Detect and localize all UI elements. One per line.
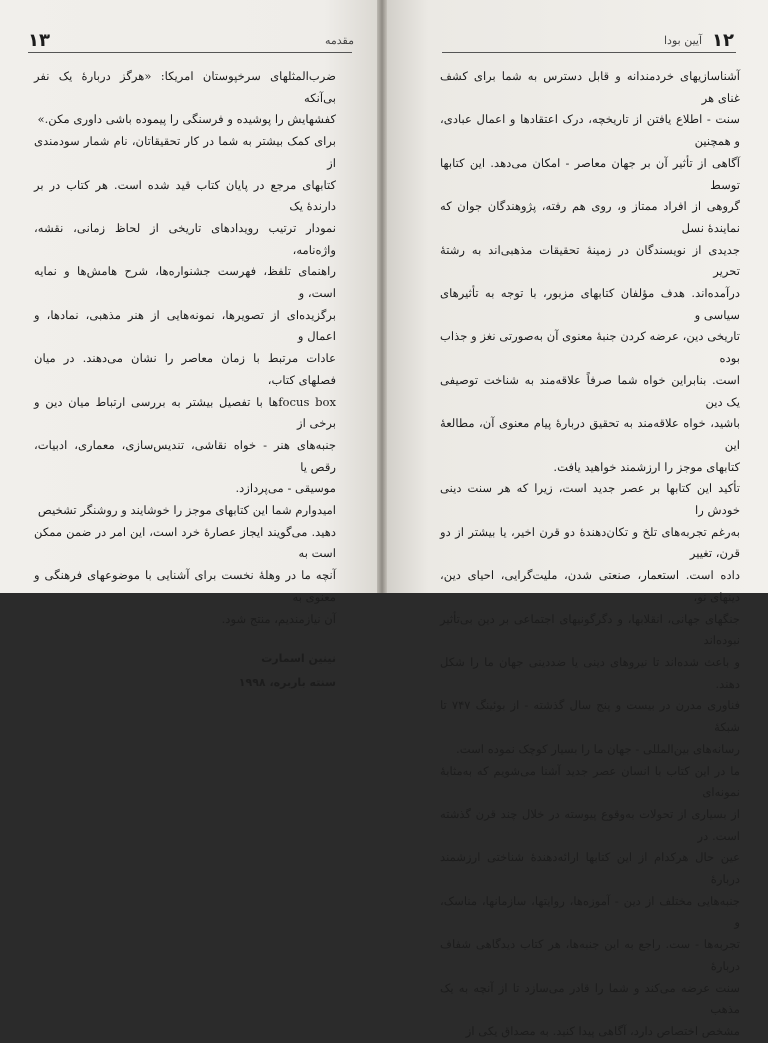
right-page-header bbox=[442, 28, 734, 52]
text-line: سنت - اطلاع یافتن از تاریخچه، درک اعتقادها و اعمال عبادی، و همچنین bbox=[440, 112, 740, 149]
text-line: سنت عرضه می‌کند و شما را قادر می‌سازد تا از آنچه به یک مذهب bbox=[440, 980, 740, 1017]
text-line: تأکید این کتابها بر عصر جدید است، زیرا که هر سنت دینی خودش را bbox=[440, 481, 740, 518]
text-line: مشخص اختصاص دارد، آگاهی پیدا کنید. به مصداق یکی از bbox=[465, 1023, 740, 1038]
text-line: داده است. استعمار، صنعتی شدن، ملیت‌گرایی، احیای دین، دینهای نو، bbox=[440, 568, 740, 604]
running-head: مقدمه bbox=[324, 33, 354, 47]
text-line: جدیدی از نویسندگان در زمینهٔ تحقیقات مذهبی‌اند به رشتهٔ تحریر bbox=[440, 242, 740, 279]
book-gutter bbox=[377, 0, 387, 593]
text-line: راهنمای تلفظ، فهرست جشنواره‌ها، شرح هامش‌ها و نمایه است، و bbox=[34, 264, 336, 301]
page-number: ۱۲ bbox=[712, 29, 734, 51]
left-page-body bbox=[34, 66, 336, 694]
text-line: focus boxها با تفصیل بیشتر به بررسی ارتباط میان دین و برخی از bbox=[34, 394, 337, 431]
text-line: امیدوارم شما این کتابهای موجز را خوشایند و روشنگر تشخیص bbox=[37, 503, 336, 518]
running-head: آیین بودا bbox=[664, 33, 703, 47]
text-line: کتابهای مرجع در پایان کتاب قید شده است. هر کتاب در بر دارندهٔ یک bbox=[34, 177, 336, 214]
text-line: کفشهایش را پوشیده و فرسنگی را پیموده باشی داوری مکن.» bbox=[37, 112, 336, 127]
left-page-header bbox=[28, 28, 354, 52]
text-line: درآمده‌اند. هدف مؤلفان کتابهای مزبور، با توجه به تأثیرهای سیاسی و bbox=[440, 286, 740, 322]
text-line: جنبه‌هایی مختلف از دین - آموزه‌ها، روایتها، سازمانها، مناسک، و bbox=[440, 893, 740, 930]
left-page bbox=[0, 0, 382, 689]
text-line: نمودار ترتیب رویدادهای تاریخی از لحاظ زمانی، نقشه، واژه‌نامه، bbox=[34, 220, 336, 257]
text-line: دهید. می‌گویند ایجاز عصارهٔ خرد است، این امر در ضمن ممکن است به bbox=[34, 524, 336, 561]
text-line: از بسیاری از تحولات به‌وقوع پیوسته در خلال چند قرن گذشته است. در bbox=[440, 806, 740, 843]
text-line: آشناسازیهای خردمندانه و قابل دسترس به شما برای کشف غنای هر bbox=[440, 69, 740, 105]
text-line: آن نیازمندیم، منتج شود. bbox=[221, 611, 336, 626]
text-line: به‌رغم تجربه‌های تلخ و تکان‌دهندهٔ دو قرن اخیر، یا بیشتر از دو قرن، تغییر bbox=[440, 524, 740, 561]
text-line: است. بنابراین خواه شما صرفاً علاقه‌مند به شناخت توصیفی یک دین bbox=[440, 372, 740, 409]
text-line: تاریخی دین، عرضه کردن جنبهٔ معنوی آن به‌صورتی نغز و جذاب بوده bbox=[440, 329, 740, 366]
text-line: برای کمک بیشتر به شما در کار تحقیقاتان، نام شمار سودمندی از bbox=[34, 134, 336, 170]
text-line: آنچه ما در وهلهٔ نخست برای آشنایی با موضوعهای فرهنگی و معنوی به bbox=[34, 568, 336, 604]
text-line: فناوری مدرن در بیست و پنج سال گذشته - از بوئینگ ۷۴۷ تا شبکهٔ bbox=[440, 698, 740, 735]
text-line: موسیقی - می‌پردازد. bbox=[235, 481, 336, 496]
text-line: جنگهای جهانی، انقلابها، و دگرگونیهای اجتماعی بر دین بی‌تأثیر نبوده‌اند bbox=[440, 611, 740, 648]
text-line: تجربه‌ها - ست. راجع به این جنبه‌ها، هر کتاب دیدگاهی شفاف دربارهٔ bbox=[440, 937, 740, 973]
text-line: کتابهای موجز را ارزشمند خواهید یافت. bbox=[553, 459, 740, 474]
text-line: رسانه‌های بین‌المللی - جهان ما را بسیار کوچک نموده است. bbox=[456, 741, 740, 756]
right-page-body bbox=[440, 66, 740, 1043]
text-line: عین حال هرکدام از این کتابها ارائه‌دهندهٔ شناختی ارزشمند دربارهٔ bbox=[440, 850, 740, 887]
right-page bbox=[382, 0, 768, 1038]
page-number: ۱۳ bbox=[28, 29, 50, 51]
text-line: عادات مرتبط با زمان معاصر را نشان می‌دهند. در میان فصلهای کتاب، bbox=[34, 351, 336, 387]
text-line: ضرب‌المثلهای سرخپوستان امریکا: «هرگز دربارهٔ یک نفر بی‌آنکه bbox=[34, 69, 336, 105]
text-line: و باعث شده‌اند تا نیروهای دینی یا ضددینی جهان ما را شکل دهند. bbox=[440, 654, 740, 691]
header-rule bbox=[28, 52, 352, 53]
header-rule bbox=[442, 52, 736, 53]
signature: نینین اسمارت bbox=[261, 652, 336, 666]
text-line: برگزیده‌ای از تصویرها، نمونه‌هایی از هنر مذهبی، نمادها، و اعمال و bbox=[34, 307, 336, 344]
text-line: ما در این کتاب با انسان عصر جدید آشنا می‌شویم که به‌مثابهٔ نمونه‌ای bbox=[440, 763, 740, 800]
signature-date: سنته باربره، ۱۹۹۸ bbox=[238, 675, 336, 689]
text-line: جنبه‌های هنر - خواه نقاشی، تندیس‌سازی، معماری، ادبیات، رقص یا bbox=[34, 437, 336, 474]
text-line: گروهی از افراد ممتاز و، روی هم رفته، پژوهندگان جوان که نمایندهٔ نسل bbox=[440, 199, 740, 235]
text-line: باشید، خواه علاقه‌مند به تحقیق دربارهٔ پیام معنوی آن، مطالعهٔ این bbox=[440, 416, 740, 452]
text-line: آگاهی از تأثیر آن بر جهان معاصر - امکان می‌دهد. این کتابها توسط bbox=[440, 155, 740, 192]
